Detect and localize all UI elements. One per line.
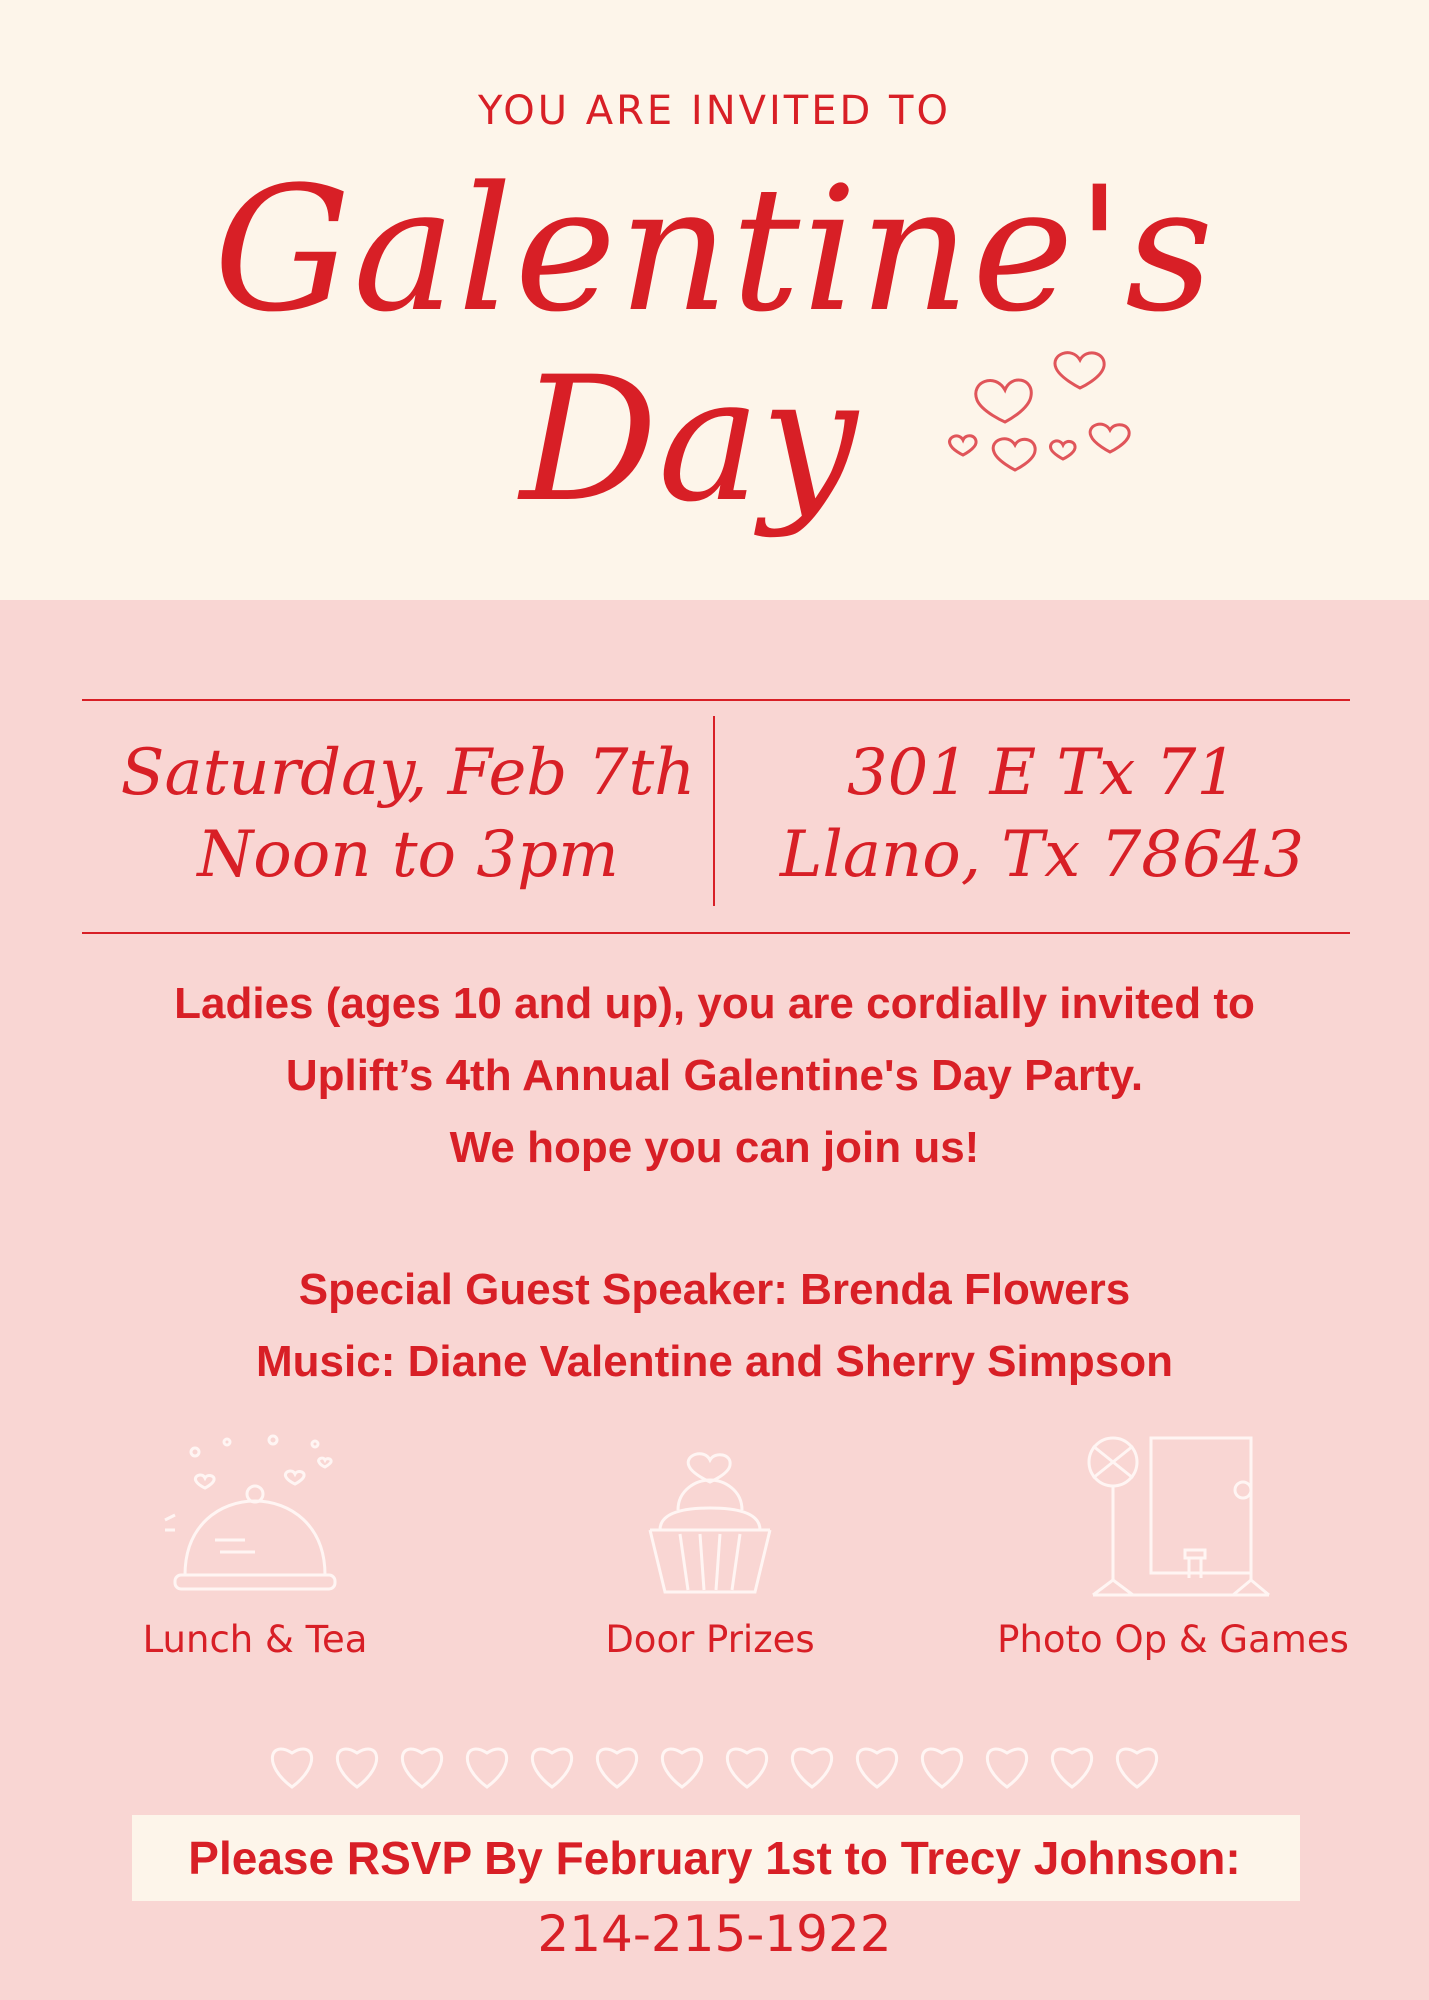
feature-label-door-prizes: Door Prizes xyxy=(605,1618,815,1661)
guest-info xyxy=(0,1254,1429,1398)
heart-row-icon xyxy=(262,1735,1182,1795)
feature-photo-games xyxy=(963,1430,1383,1661)
message-line-3: We hope you can join us! xyxy=(449,1123,980,1172)
hearts-cluster-icon xyxy=(945,350,1165,500)
event-date: Saturday, Feb 7th xyxy=(120,736,696,810)
message-line-1: Ladies (ages 10 and up), you are cordially invited to xyxy=(174,979,1255,1028)
feature-lunch xyxy=(45,1430,465,1661)
rsvp-phone[interactable]: 214-215-1922 xyxy=(537,1905,892,1963)
address-block xyxy=(732,732,1352,896)
date-time-block xyxy=(98,732,718,896)
heart-outline-icon xyxy=(272,1749,311,1787)
heart-outline-icon xyxy=(857,1749,896,1787)
guest-music: Music: Diane Valentine and Sherry Simpson xyxy=(256,1337,1173,1386)
heart-outline-icon xyxy=(662,1749,701,1787)
heart-outline-icon xyxy=(1052,1749,1091,1787)
heart-outline-icon xyxy=(467,1749,506,1787)
cloche-icon xyxy=(155,1430,355,1600)
title-line-2: Day xyxy=(520,339,858,540)
heart-outline-icon xyxy=(987,1749,1026,1787)
invited-kicker: YOU ARE INVITED TO xyxy=(478,88,951,134)
heart-outline-icon xyxy=(402,1749,441,1787)
heart-outline-icon xyxy=(727,1749,766,1787)
message-line-2: Uplift’s 4th Annual Galentine's Day Party. xyxy=(285,1051,1144,1100)
event-time: Noon to 3pm xyxy=(197,818,619,892)
cupcake-icon xyxy=(610,1430,810,1600)
feature-label-lunch: Lunch & Tea xyxy=(142,1618,368,1661)
rsvp-text: Please RSVP By February 1st to Trecy Johnson: xyxy=(188,1832,1241,1884)
photo-studio-icon xyxy=(1073,1430,1273,1600)
divider-bottom xyxy=(82,932,1350,934)
divider-top xyxy=(82,699,1350,701)
heart-outline-icon xyxy=(1117,1749,1156,1787)
address-city: Llano, Tx 78643 xyxy=(779,818,1305,892)
feature-label-photo-games: Photo Op & Games xyxy=(997,1618,1349,1661)
feature-door-prizes xyxy=(500,1430,920,1661)
address-street: 301 E Tx 71 xyxy=(846,736,1238,810)
heart-outline-icon xyxy=(337,1749,376,1787)
heart-outline-icon xyxy=(532,1749,571,1787)
invitation-message xyxy=(0,968,1429,1184)
guest-speaker: Special Guest Speaker: Brenda Flowers xyxy=(298,1265,1131,1314)
title-line-1: Galentine's xyxy=(213,149,1216,350)
heart-outline-icon xyxy=(597,1749,636,1787)
heart-outline-icon xyxy=(792,1749,831,1787)
heart-outline-icon xyxy=(922,1749,961,1787)
